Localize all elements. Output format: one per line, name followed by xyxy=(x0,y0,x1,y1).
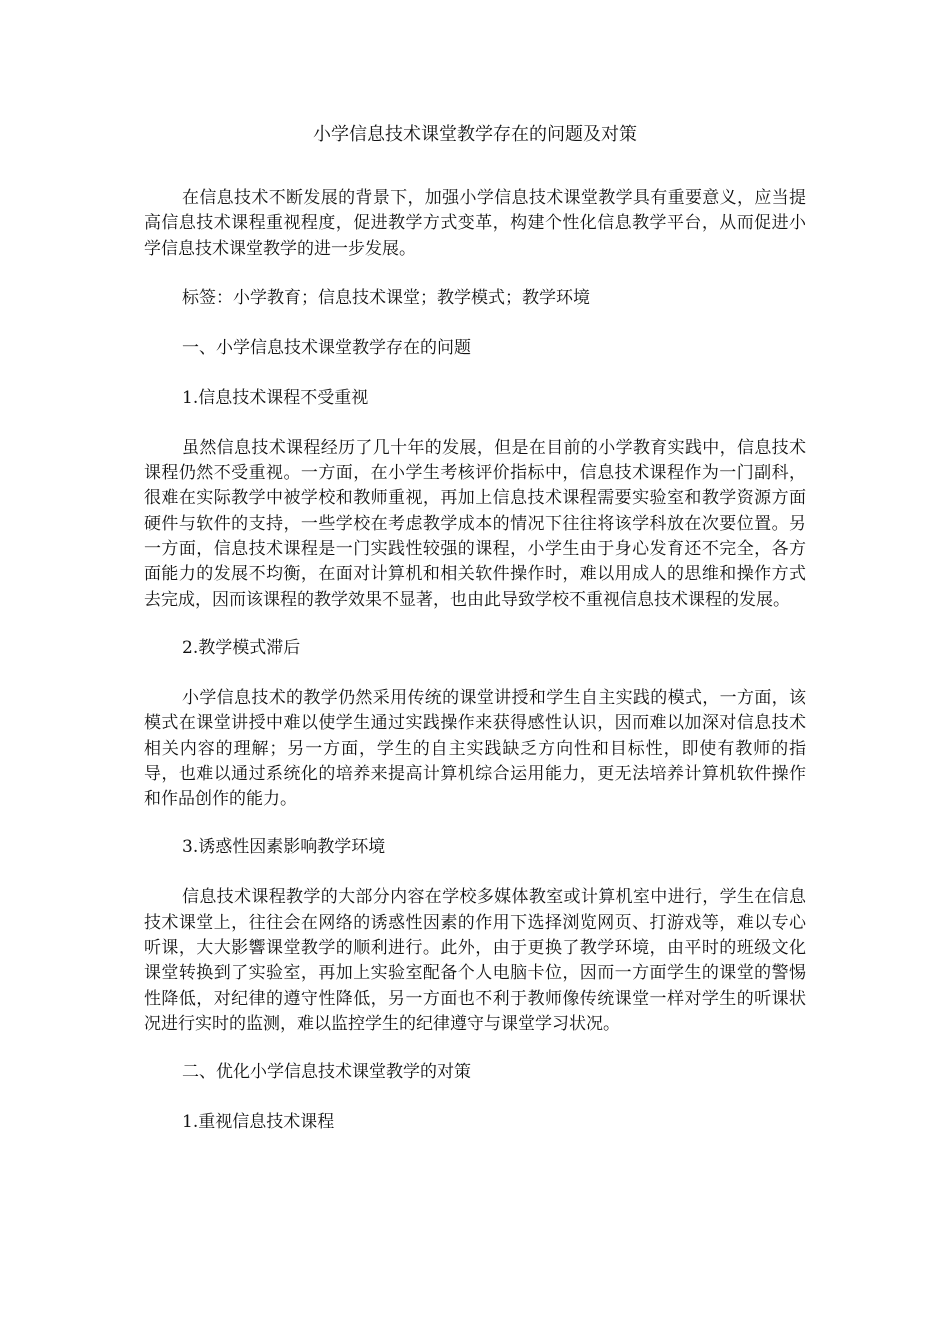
subsection-1-1-heading: 1.信息技术课程不受重视 xyxy=(182,387,369,408)
section-2-heading: 二、优化小学信息技术课堂教学的对策 xyxy=(182,1062,471,1083)
abstract-paragraph: 在信息技术不断发展的背景下，加强小学信息技术课堂教学具有重要意义，应当提高信息技术课程重视程度，促进教学方式变革，构建个性化信息教学平台，从而促进小学信息技术课堂教学的进一步发展。 xyxy=(144,188,806,259)
keywords-line: 标签：小学教育；信息技术课堂；教学模式；教学环境 xyxy=(182,287,590,308)
subsection-1-2-heading: 2.教学模式滞后 xyxy=(182,637,301,658)
subsection-2-1-heading: 1.重视信息技术课程 xyxy=(182,1112,335,1133)
document-title: 小学信息技术课堂教学存在的问题及对策 xyxy=(313,124,637,145)
section-1-heading: 一、小学信息技术课堂教学存在的问题 xyxy=(182,337,471,358)
subsection-1-2-body: 小学信息技术的教学仍然采用传统的课堂讲授和学生自主实践的模式，一方面，该模式在课堂讲授中难以使学生通过实践操作来获得感性认识，因而难以加深对信息技术相关内容的理解；另一方面，学生的自主实践缺乏方向性和目标性，即使有教师的指导，也难以通过系统化的培养来提高计算机综合运用能力，更无法培养计算机软件操作和作品创作的能力。 xyxy=(144,687,806,810)
subsection-1-3-heading: 3.诱惑性因素影响教学环境 xyxy=(182,837,386,858)
subsection-1-3-body: 信息技术课程教学的大部分内容在学校多媒体教室或计算机室中进行，学生在信息技术课堂上，往往会在网络的诱惑性因素的作用下选择浏览网页、打游戏等，难以专心听课，大大影響课堂教学的顺利进行。此外，由于更换了教学环境，由平时的班级文化课堂转换到了实验室，再加上实验室配备个人电脑卡位，因而一方面学生的课堂的警惕性降低，对纪律的遵守性降低，另一方面也不利于教师像传统课堂一样对学生的听课状况进行实时的监测，难以监控学生的纪律遵守与课堂学习状况。 xyxy=(144,887,806,1034)
subsection-1-1-body: 虽然信息技术课程经历了几十年的发展，但是在目前的小学教育实践中，信息技术课程仍然不受重视。一方面，在小学生考核评价指标中，信息技术课程作为一门副科，很难在实际教学中被学校和教师重视，再加上信息技术课程需要实验室和教学资源方面硬件与软件的支持，一些学校在考虑教学成本的情况下往往将该学科放在次要位置。另一方面，信息技术课程是一门实践性较强的课程，小学生由于身心发育还不完全，各方面能力的发展不均衡，在面对计算机和相关软件操作时，难以用成人的思维和操作方式去完成，因而该课程的教学效果不显著，也由此导致学校不重视信息技术课程的发展。 xyxy=(144,437,806,610)
document-content xyxy=(144,118,806,1136)
